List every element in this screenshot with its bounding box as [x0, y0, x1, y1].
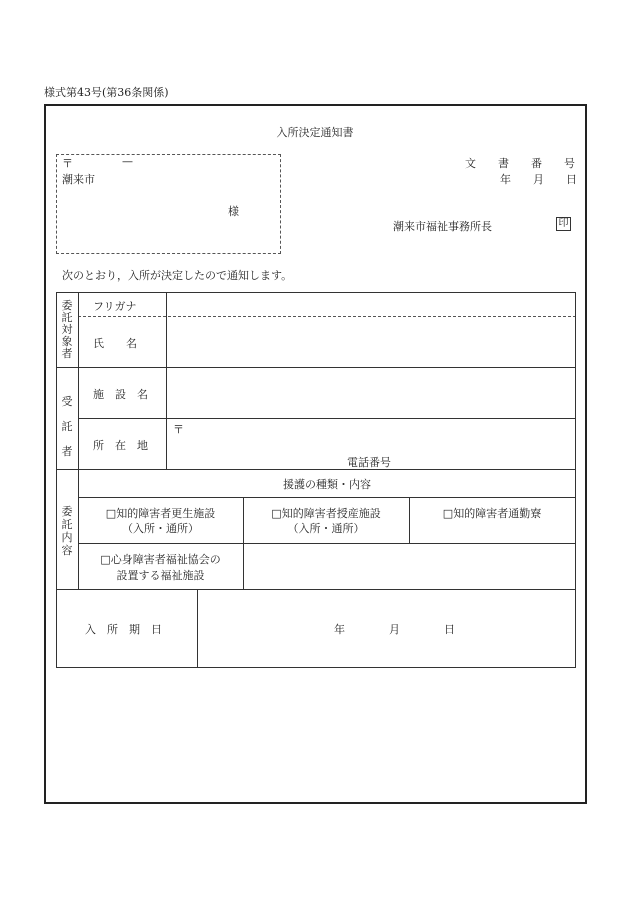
intro-text: 次のとおり，入所が決定したので通知します。 — [62, 269, 293, 282]
section-trustee: 受託者 — [61, 395, 73, 458]
option-commuting-dormitory: □知的障害者通勤寮 — [442, 507, 542, 520]
option-welfare-association-facility-2: 設置する福祉施設 — [116, 569, 205, 582]
address-box — [56, 154, 281, 254]
option-rehabilitation-mode: （入所・通所） — [122, 522, 199, 535]
document-number: 文 書 番 号 — [465, 157, 575, 170]
support-type-header: 援護の種類・内容 — [283, 478, 371, 491]
document-title: 入所決定通知書 — [276, 126, 354, 139]
address-city: 潮来市 — [62, 173, 95, 186]
section-entrustment-content: 委託内容 — [61, 505, 73, 557]
postal-dash: — — [122, 155, 133, 168]
phone-number-label: 電話番号 — [347, 456, 391, 469]
issuer-name: 潮来市福祉事務所長 — [393, 220, 492, 233]
admission-date-value: 年 月 日 — [334, 623, 455, 636]
option-sheltered-workshop-mode: （入所・通所） — [287, 522, 365, 535]
option-welfare-association-facility: □心身障害者福祉協会の — [100, 553, 221, 566]
issue-date: 年 月 日 — [500, 173, 577, 186]
option-sheltered-workshop: □知的障害者授産施設 — [271, 507, 381, 520]
facility-name-label: 施 設 名 — [93, 388, 148, 401]
admission-date-label: 入 所 期 日 — [85, 623, 162, 636]
seal-mark: 印 — [556, 217, 571, 231]
section-entrusted-person: 委託対象者 — [61, 299, 73, 360]
location-label: 所 在 地 — [93, 439, 148, 452]
postal-mark: 〒 — [62, 157, 73, 170]
location-postal-mark: 〒 — [173, 423, 184, 436]
form-reference: 様式第43号(第36条関係) — [44, 86, 169, 99]
furigana-label: フリガナ — [93, 300, 137, 313]
name-label: 氏 名 — [93, 337, 137, 350]
recipient-honorific: 様 — [228, 205, 239, 218]
option-rehabilitation-facility: □知的障害者更生施設 — [105, 507, 216, 520]
